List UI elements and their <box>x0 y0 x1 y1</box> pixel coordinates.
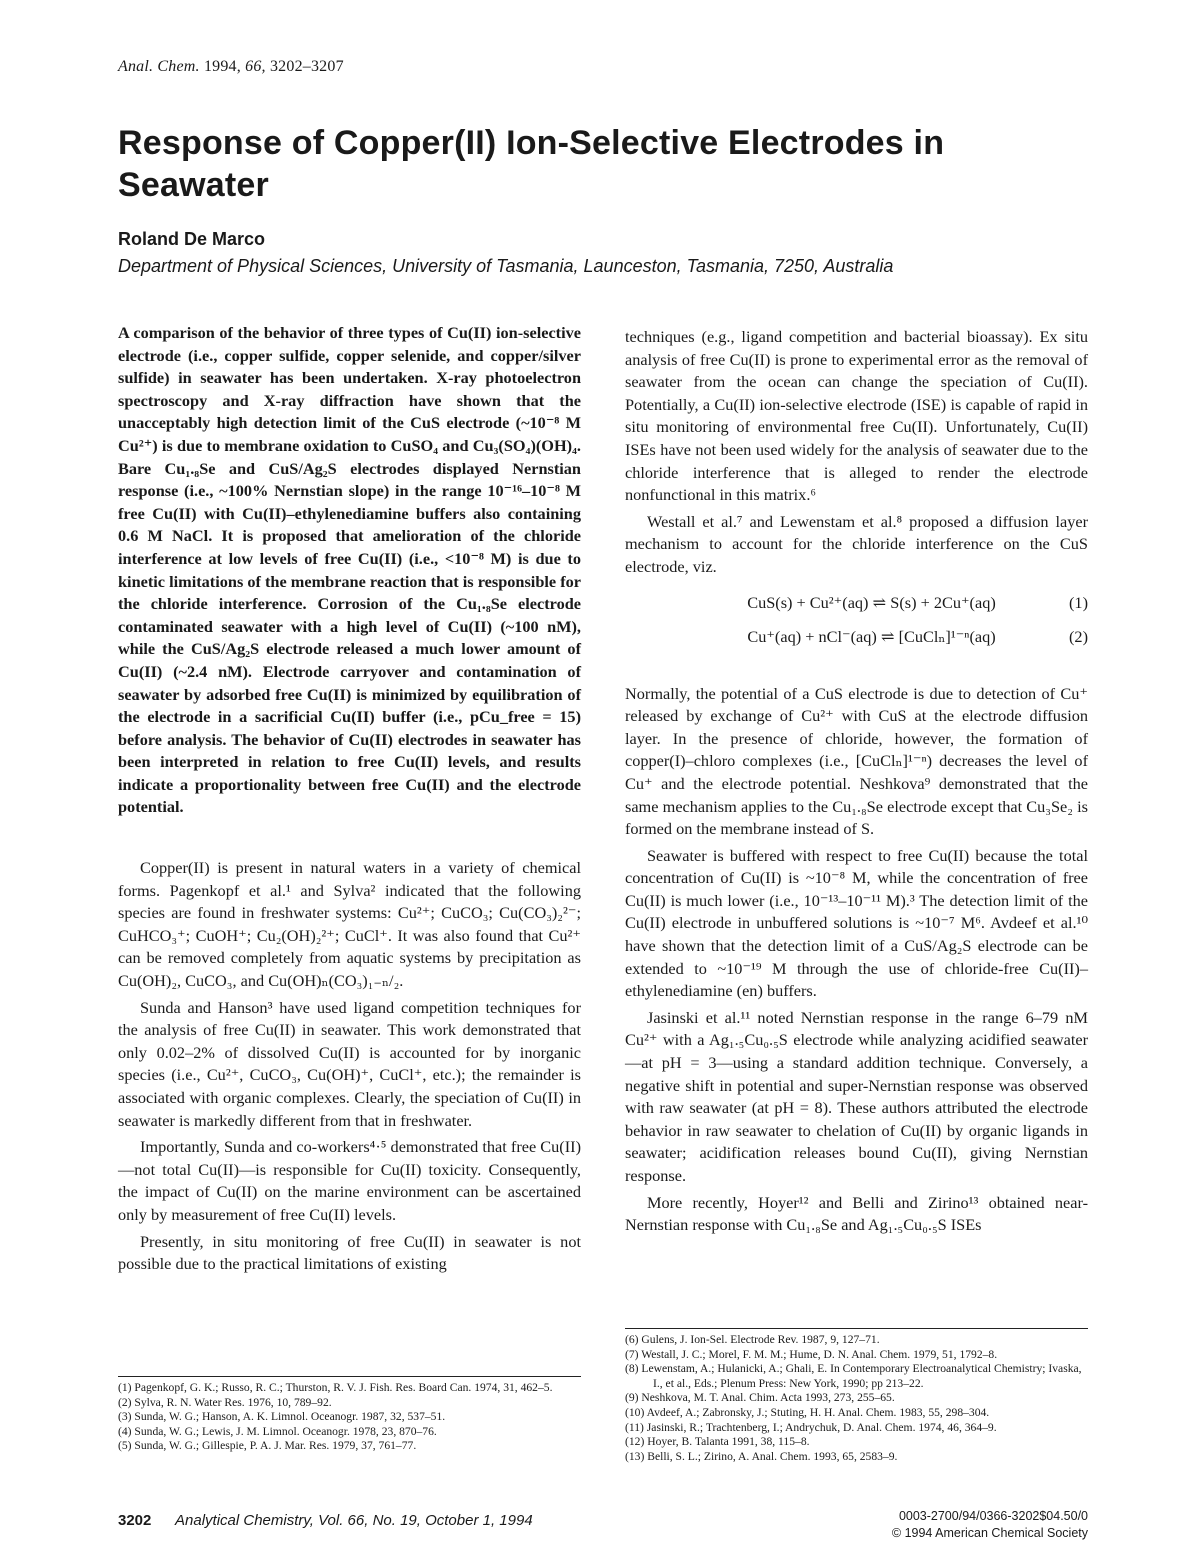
equation-1 <box>625 593 1088 627</box>
reference-item: (2) Sylva, R. N. Water Res. 1976, 10, 789–92. <box>118 1395 332 1409</box>
reference-item: (12) Hoyer, B. Talanta 1991, 38, 115–8. <box>625 1435 810 1449</box>
body-paragraph: Normally, the potential of a CuS electrode is due to detection of Cu⁺ released by exchange of Cu²⁺ with CuS at the electrode diffusion layer. In the presence of chloride, however, the formation of copper(I)–chloro complexes (i.e., [CuClₙ]¹⁻ⁿ) decreases the level of Cu⁺ and the electrode potential. Neshkova⁹ demonstrated that the same mechanism applies to the Cu₁.₈Se electrode except that Cu₃Se₂ is formed on the membrane instead of S. <box>625 683 1088 839</box>
reference-item: (8) Lewenstam, A.; Hulanicki, A.; Ghali, E. In Contemporary Electroanalytical Chemistry; Ivaska, I., et al., Eds.; Plenum Press: New York, 1990; pp 213–22. <box>625 1362 1082 1390</box>
reference-item: (6) Gulens, J. Ion-Sel. Electrode Rev. 1987, 9, 127–71. <box>625 1333 880 1346</box>
reference-item: (1) Pagenkopf, G. K.; Russo, R. C.; Thurston, R. V. J. Fish. Res. Board Can. 1974, 31, 462–5. <box>118 1381 553 1394</box>
reference-item: (4) Sunda, W. G.; Lewis, J. M. Limnol. Oceanogr. 1978, 23, 870–76. <box>118 1424 437 1438</box>
body-paragraph: Seawater is buffered with respect to free Cu(II) because the total concentration of Cu(II) is ~10⁻⁸ M, while the concentration of free Cu(II) is much lower (i.e., 10⁻¹³–10⁻¹¹ M).³ The detection limit of the Cu(II) electrode in unbuffered solutions is ~10⁻⁷ M⁶. Avdeef et al.¹⁰ have shown that the detection limit of a CuS/Ag₂S electrode can be extended to ~10⁻¹⁹ M through the use of chloride-free Cu(II)–ethylenediamine (en) buffers. <box>625 845 1088 1001</box>
body-paragraph: techniques (e.g., ligand competition and bacterial bioassay). Ex situ analysis of free Cu(II) is prone to experimental error as the removal of seawater from the ocean can change the speciation of Cu(II). Potentially, a Cu(II) ion-selective electrode (ISE) is capable of rapid in situ monitoring of environmental free Cu(II). Unfortunately, Cu(II) ISEs have not been used widely for the analysis of seawater due to the chloride interference that is alleged to render the electrode nonfunctional in this matrix.⁶ <box>625 327 1088 505</box>
body-paragraph: Jasinski et al.¹¹ noted Nernstian response in the range 6–79 nM Cu²⁺ with a Ag₁.₅Cu₀.₅S electrode while analyzing acidified seawater—at pH = 3—using a standard addition technique. Conversely, a negative shift in potential and super-Nernstian response was observed with raw seawater (at pH = 8). These authors attributed the electrode behavior in raw seawater to chelation of Cu(II) by organic ligands in seawater; acidification releases bound Cu(II), giving Nernstian response. <box>625 1007 1088 1185</box>
body-paragraph: Copper(II) is present in natural waters in a variety of chemical forms. Pagenkopf et al.¹ and Sylva² indicated that the following species are found in freshwater systems: Cu²⁺; CuCO₃; Cu(CO₃)₂²⁻; CuHCO₃⁺; CuOH⁺; Cu₂(OH)₂²⁺; CuCl⁺. It was also found that Cu²⁺ can be removed completely from aquatic systems by precipitation as Cu(OH)₂, CuCO₃, and Cu(OH)ₙ(CO₃)₁₋ₙ/₂. <box>118 858 581 991</box>
author-affiliation: Department of Physical Sciences, University of Tasmania, Launceston, Tasmania, 7250, Australia <box>118 256 894 276</box>
copyright-notice: © 1994 American Chemical Society <box>891 1526 1088 1540</box>
left-column <box>118 322 581 1276</box>
journal-year: 1994, <box>203 58 241 75</box>
page-footer-left <box>118 1512 533 1529</box>
reference-item: (9) Neshkova, M. T. Anal. Chim. Acta 1993, 273, 255–65. <box>625 1391 895 1405</box>
journal-citation <box>118 58 344 76</box>
article-code: 0003-2700/94/0366-3202$04.50/0 <box>898 1509 1088 1523</box>
journal-pages: 3202–3207 <box>269 58 344 75</box>
author-name: Roland De Marco <box>118 229 266 249</box>
right-column <box>625 326 1088 1237</box>
equation-number: (1) <box>1069 592 1088 612</box>
journal-name: Anal. Chem. <box>118 58 200 75</box>
equation-block <box>625 593 1088 661</box>
reference-item: (11) Jasinski, R.; Trachtenberg, I.; Andrychuk, D. Anal. Chem. 1974, 46, 364–9. <box>625 1420 997 1434</box>
references-right <box>625 1328 1088 1464</box>
page-number: 3202 <box>118 1512 152 1529</box>
page-footer-right <box>892 1508 1088 1542</box>
equation-expression: Cu⁺(aq) + nCl⁻(aq) ⇌ [CuClₙ]¹⁻ⁿ(aq) <box>747 626 996 646</box>
equation-number: (2) <box>1069 626 1088 646</box>
body-paragraph: More recently, Hoyer¹² and Belli and Zirino¹³ obtained near-Nernstian response with Cu₁.₈Se and Ag₁.₅Cu₀.₅S ISEs <box>625 1192 1088 1235</box>
journal-issue: Analytical Chemistry, Vol. 66, No. 19, October 1, 1994 <box>175 1512 533 1529</box>
equation-expression: CuS(s) + Cu²⁺(aq) ⇌ S(s) + 2Cu⁺(aq) <box>747 592 996 612</box>
body-paragraph: Sunda and Hanson³ have used ligand competition techniques for the analysis of free Cu(II) in seawater. This work demonstrated that only 0.02–2% of dissolved Cu(II) is accounted for by inorganic species (i.e., Cu²⁺, CuCO₃, Cu(OH)⁺, CuCl⁺, etc.); the remainder is associated with organic complexes. Clearly, the speciation of Cu(II) in seawater is markedly different from that in freshwater. <box>118 997 581 1130</box>
abstract: A comparison of the behavior of three types of Cu(II) ion-selective electrode (i.e., copper sulfide, copper selenide, and copper/silver sulfide) in seawater has been undertaken. X-ray photoelectron spectroscopy and X-ray diffraction have shown that the unacceptably high detection limit of the CuS electrode (~10⁻⁸ M Cu²⁺) is due to membrane oxidation to CuSO₄ and Cu₃(SO₄)(OH)₄. Bare Cu₁.₈Se and CuS/Ag₂S electrodes displayed Nernstian response (i.e., ~100% Nernstian slope) in the range 10⁻¹⁶–10⁻⁸ M free Cu(II) with Cu(II)–ethylenediamine buffers also containing 0.6 M NaCl. It is proposed that amelioration of the chloride interference at low levels of free Cu(II) (i.e., <10⁻⁸ M) is due to kinetic limitations of the membrane reaction that is responsible for the chloride interference. Corrosion of the Cu₁.₈Se electrode contaminated seawater with a high level of Cu(II) (~100 nM), while the CuS/Ag₂S electrode released a much lower amount of Cu(II) (~2.4 nM). Electrode carryover and contamination of seawater by adsorbed free Cu(II) is minimized by equilibration of the electrode in a sacrificial Cu(II) buffer (i.e., pCu_free = 15) before analysis. The behavior of Cu(II) electrodes in seawater has been interpreted in relation to free Cu(II) levels, and results indicate a proportionality between free Cu(II) and the electrode potential. <box>118 323 581 817</box>
references-left <box>118 1376 581 1454</box>
reference-item: (10) Avdeef, A.; Zabronsky, J.; Stuting, H. H. Anal. Chem. 1983, 55, 298–304. <box>625 1405 990 1419</box>
reference-item: (13) Belli, S. L.; Zirino, A. Anal. Chem. 1993, 65, 2583–9. <box>625 1449 898 1463</box>
body-paragraph: Presently, in situ monitoring of free Cu(II) in seawater is not possible due to the practical limitations of existing <box>118 1231 581 1274</box>
paper-title: Response of Copper(II) Ion-Selective Electrodes in Seawater <box>118 124 945 204</box>
body-paragraph: Westall et al.⁷ and Lewenstam et al.⁸ proposed a diffusion layer mechanism to account for the chloride interference on the CuS electrode, viz. <box>625 511 1088 576</box>
reference-item: (3) Sunda, W. G.; Hanson, A. K. Limnol. Oceanogr. 1987, 32, 537–51. <box>118 1410 446 1424</box>
journal-volume: 66, <box>245 58 266 75</box>
body-paragraph: Importantly, Sunda and co-workers⁴·⁵ demonstrated that free Cu(II)—not total Cu(II)—is responsible for Cu(II) toxicity. Consequently, the impact of Cu(II) on the marine environment can be ascertained only by measurement of free Cu(II) levels. <box>118 1137 581 1224</box>
reference-item: (7) Westall, J. C.; Morel, F. M. M.; Hume, D. N. Anal. Chem. 1979, 51, 1792–8. <box>625 1347 998 1361</box>
reference-item: (5) Sunda, W. G.; Gillespie, P. A. J. Mar. Res. 1979, 37, 761–77. <box>118 1439 417 1453</box>
equation-2 <box>625 627 1088 661</box>
